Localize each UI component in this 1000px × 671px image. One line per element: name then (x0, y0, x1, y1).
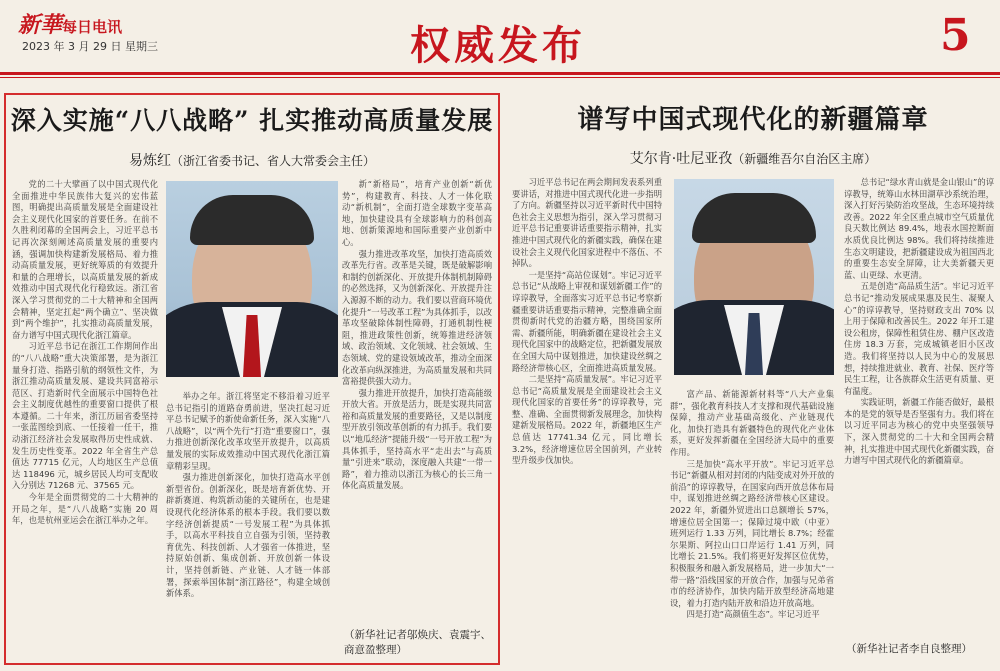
right-byline (510, 148, 996, 168)
left-col-1 (12, 179, 158, 659)
paragraph: 总书记“绿水青山就是金山银山”的谆谆教导，统筹山水林田湖草沙系统治理，深入打好污染防治攻坚战，生态环境持续改善。2022 年全区重点城市空气质量优良天数比例达 89.4%，地表水国控断面水质优良比例达 98%。我们将持续推进生态文明建设，把新疆建设成为祖国西北的重要生态安全屏障，让大美新疆天更蓝、山更绿、水更清。 (844, 177, 994, 280)
paragraph: 五是创造“高品质生活”。牢记习近平总书记“推动发展成果惠及民生、凝聚人心”的谆谆教导，坚持财政支出 70% 以上用于保障和改善民生。2022 年开工建设公租房，保障性租赁住房、棚户区改造住房 18.3 万套，完成城镇老旧小区改造。我们将坚持以人民为中心的发展思想，持续推进就业、教育、社保、医疗等民生工程，让各族群众生活更有质量、更有温度。 (844, 281, 994, 396)
left-credit: （新华社记者邬焕庆、袁震宇、商意盈整理） (344, 629, 491, 656)
paragraph: 今年是全面贯彻党的二十大精神的开局之年，是“八八战略”实施 20 周年，也是杭州亚运会在浙江举办之年。 (12, 492, 158, 526)
portrait-hair (190, 195, 314, 245)
newspaper-logo (18, 8, 122, 39)
paragraph: 举办之年。浙江将坚定不移沿着习近平总书记指引的道路奋勇前进，坚决扛起习近平总书记赋予的新使命新任务，深入实施“八八战略”，以“两个先行”打造“重要窗口”，强力推进创新深化改革攻坚开放提升，以高质量发展的实际成效推动中国式现代化浙江篇章精彩呈现。 (166, 391, 330, 471)
paragraph: 三是加快“高水平开放”。牢记习近平总书记“新疆从相对封闭的内陆变成对外开放的前沿”的谆谆教导，在国家向西开放总体布局中，谋划推进丝绸之路经济带核心区建设。2022 年，新疆外贸进出口总额增长 57%，增速位居全国第一；保障过境中欧（中亚）班列运行 1.33 万列，同比增长 8.7%；经霍尔果斯、阿拉山口口岸运行 1.41 万列，同比增长 21.5%。我们将更好发挥区位优势，积极服务和融入新发展格局，进一步加大“一带一路”沿线国家的开放合作，加强与兄弟省市的经济协作，加快内陆开放型经济高地建设，着力打造内陆开放和沿边开放高地。 (670, 458, 834, 608)
right-col-2 (670, 389, 834, 657)
left-headline: 深入实施“八八战略” 扎实推动高质量发展 (10, 106, 494, 135)
paragraph: 实践证明，新疆工作能否做好，最根本的是党的领导是否坚强有力。我们将在以习近平同志为核心的党中央坚强领导下，深入贯彻党的二十大和全国两会精神，扎实推进中国式现代化新疆实践，奋力谱写中国式现代化的新疆篇章。 (844, 397, 994, 466)
masthead (0, 0, 1000, 78)
paragraph: 一是坚持“高站位谋划”。牢记习近平总书记“从战略上审视和谋划新疆工作”的谆谆教导，全面落实习近平总书记考察新疆重要讲话重要指示精神，完整准确全面贯彻新时代党的治疆方略，围绕国家所需、新疆所能，明确新疆在建设社会主义现代化国家中的战略定位，把新疆发展放在全国大局中谋划推进，加快建设丝绸之路经济带核心区，全面推进高质量发展。 (512, 269, 662, 373)
page-number: 5 (940, 10, 971, 61)
left-article[interactable] (4, 93, 500, 665)
right-article[interactable] (510, 93, 996, 665)
right-col-1 (512, 177, 662, 657)
paragraph: 强力推进开放提升，加快打造高能级开放大省。开放是活力，既是实现共同富裕和高质量发展的重要路径，又是以制度型开放引领改革创新的有力抓手。我们要以“地瓜经济”提能升级“一号开放工程”为具体抓手，坚持高水平“走出去”与高质量“引进来”联动，深度融入共建“一带一路”，着力推动以浙江为核心的长三角一体化高质量发展。 (342, 387, 492, 491)
portrait-hair (692, 193, 816, 243)
logo-text: 新華 (18, 12, 63, 38)
author-photo-left (166, 181, 338, 377)
author-photo-right (674, 179, 834, 375)
section-title: 权威发布 (410, 22, 586, 69)
left-col-2 (166, 391, 330, 659)
right-credit: （新华社记者李自良整理） (846, 643, 972, 655)
left-author: 易炼红 (128, 153, 171, 169)
masthead-rule-thin (0, 77, 1000, 78)
paragraph: 四是打造“高颜值生态”。牢记习近平 (686, 609, 820, 620)
paragraph: 习近平总书记在浙江工作期间作出的“八八战略”重大决策部署，是为浙江量身打造、指路引航的纲领性文件，为浙江推动高质量发展、建设共同富裕示范区、打造新时代全面展示中国特色社会主义制度优越性的重要窗口提供了根本遵循。二十年来，浙江历届省委坚持一张蓝图绘到底、一任接着一任干，推动浙江经济社会发展取得历史性成就、发生历史性变革。2022 年全省生产总值达 77715 亿元，人均地区生产总值达 118496 元，城乡居民人均可支配收入分别达 71268 元、37565 元。 (12, 341, 158, 491)
paragraph: 强力推进创新深化，加快打造高水平创新型省份。创新深化，既是培育新优势、开辟新赛道、构筑新动能的关键所在，也是建设现代化经济体系的根本手段。我们要以数字经济创新提质“一号发展工程”为具体抓手，以高水平科技自立自强为引领，坚持教育优先、科技创新、人才强省一体推进，坚持原始创新、集成创新、开放创新一体设计，坚持创新链、产业链、人才链一体部署，探索举国体制“浙江路径”，构建全域创新体系。 (166, 472, 330, 599)
paragraph: 富产品、新能源新材料等“八大产业集群”，强化教育科技人才支撑和现代基础设施保障，推动产业基础高级化、产业链现代化，加快打造具有新疆特色的现代化产业体系，更好发挥新疆在全国经济大局中的重要作用。 (670, 389, 834, 457)
paragraph: 强力推进改革攻坚，加快打造高质效改革先行省。改革是关键，既是破解影响和制约创新深化、开放提升体制机制障碍的必然选择，又为创新深化、开放提升注入源源不断的动力。我们要以营商环境优化提升“一号改革工程”为具体抓手，以改革攻坚破除体制性障碍，打通机制性梗阻，推进政策性创新，统筹推进经济领域、政治领域、文化领域、社会领域、生态领域、党的建设领域改革，推动全面深化改革向纵深推进，为高质量发展和共同富裕提供强大动力。 (342, 248, 492, 387)
left-author-note: （浙江省委书记、省人大常委会主任） (170, 154, 375, 168)
paragraph: 党的二十大擘画了以中国式现代化全面推进中华民族伟大复兴的宏伟蓝图，明确提出高质量发展是全面建设社会主义现代化国家的首要任务。在前不久胜利闭幕的全国两会上，习近平总书记再次深刻阐述高质量发展的重要内涵，强调加快构建新发展格局、着力推动高质量发展，更好统筹质的有效提升和量的合理增长，以高质量发展的新成效推动中国式现代化行稳致远。浙江省深入学习贯彻党的二十大精神和全国两会精神，坚定扛起“两个确立”、坚决做到“两个维护”，扎实推动高质量发展，奋力谱写中国式现代化浙江篇章。 (12, 179, 158, 340)
right-author: 艾尔肯·吐尼亚孜 (629, 151, 733, 167)
right-author-note: （新疆维吾尔自治区主席） (732, 152, 877, 166)
left-col-3 (342, 179, 492, 624)
logo-subtitle: 每日电讯 (62, 18, 123, 36)
masthead-rule (0, 72, 1000, 75)
paragraph: 新“新格局”，培育产业创新“新优势”，构建教育、科技、人才一体化联动“新机制”，全面打造全球数字变革高地，加快建设具有全球影响力的科创高地、创新策源地和国际重要产业创新中心。 (342, 179, 492, 247)
paragraph: 习近平总书记在两会期间发表系列重要讲话，对推进中国式现代化进一步指明了方向。新疆坚持以习近平新时代中国特色社会主义思想为指引，深入学习贯彻习近平总书记重要讲话重要指示精神，扎实推进中国式现代化的新疆实践，确保在建设社会主义现代化国家进程中不落伍、不掉队。 (512, 177, 662, 269)
right-col-3 (844, 177, 994, 637)
paragraph: 二是坚持“高质量发展”。牢记习近平总书记“高质量发展是全面建设社会主义现代化国家的首要任务”的谆谆教导，完整、准确、全面贯彻新发展理念，加快构建新发展格局。2022 年，新疆地区生产总值达 17741.34 亿元，同比增长 3.2%，经济增速位居全国前列，产业转型升级步伐加快。 (512, 374, 662, 466)
right-headline: 谱写中国式现代化的新疆篇章 (577, 105, 929, 135)
left-byline (6, 150, 498, 170)
issue-date: 2023 年 3 月 29 日 星期三 (22, 40, 158, 53)
